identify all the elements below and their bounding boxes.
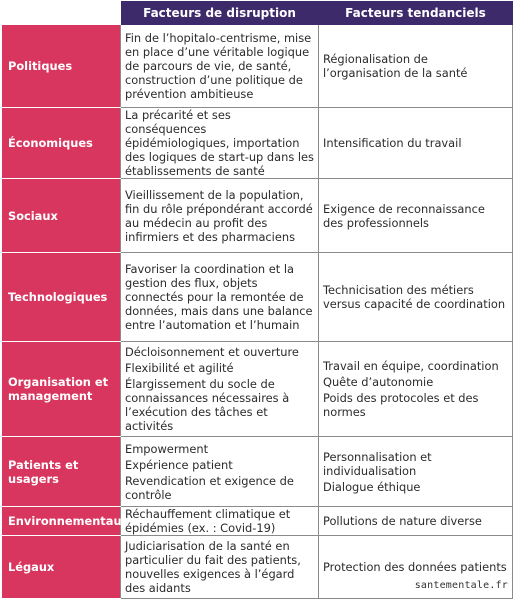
disruption-cell: [121, 25, 319, 108]
disruption-line: Élargissement du socle de connaissances nécessaires à l’exécution des tâches et activités: [125, 377, 290, 433]
disruption-cell: [121, 253, 319, 342]
tendanciels-line: Travail en équipe, coordination: [323, 359, 499, 373]
header-disruption: Facteurs de disruption: [121, 2, 319, 25]
table-header-row: [3, 2, 513, 25]
tendanciels-line: Pollutions de nature diverse: [323, 514, 482, 528]
category-cell: Sociaux: [3, 179, 121, 253]
disruption-cell: [121, 437, 319, 507]
tendanciels-line: Protection des données patients: [323, 560, 507, 574]
category-cell: Environnementaux: [3, 507, 121, 536]
disruption-cell: [121, 108, 319, 179]
tendanciels-line: Dialogue éthique: [323, 479, 421, 494]
disruption-line: Revendication et exigence de contrôle: [125, 473, 294, 502]
table-row: [3, 25, 513, 108]
tendanciels-line: Personnalisation et individualisation: [323, 449, 432, 478]
table-row: [3, 108, 513, 179]
tendanciels-line: Technicisation des métiers versus capacité de coordination: [323, 283, 506, 311]
category-cell: Économiques: [3, 108, 121, 179]
disruption-line: Réchauffement climatique et épidémies (ex. : Covid-19): [125, 507, 291, 535]
disruption-line: Flexibilité et agilité: [125, 361, 234, 375]
tendanciels-line: Poids des protocoles et des normes: [323, 391, 479, 419]
disruption-line: Fin de l’hopitalo-centrisme, mise en place d’une véritable logique de parcours de vie, de santé, construction d’une politique de prévention ambitieuse: [125, 31, 312, 101]
tendanciels-cell: [319, 507, 513, 536]
header-tendanciels: Facteurs tendanciels: [319, 2, 513, 25]
disruption-line: Empowerment: [125, 441, 209, 456]
tendanciels-line: Intensification du travail: [323, 136, 462, 150]
category-cell: Politiques: [3, 25, 121, 108]
disruption-cell: [121, 179, 319, 253]
tendanciels-cell: [319, 108, 513, 179]
tendanciels-cell: [319, 253, 513, 342]
disruption-line: Judiciarisation de la santé en particulier du fait des patients, nouvelles exigences à l’égard des aidants: [125, 539, 301, 595]
table-row: [3, 342, 513, 437]
tendanciels-cell: [319, 342, 513, 437]
disruption-cell: [121, 507, 319, 536]
table-row: [3, 253, 513, 342]
tendanciels-line: Quête d’autonomie: [323, 375, 434, 389]
disruption-line: Expérience patient: [125, 457, 233, 472]
category-cell: Organisation et management: [3, 342, 121, 437]
table-row: [3, 179, 513, 253]
disruption-line: Favoriser la coordination et la gestion des flux, objets connectés pour la remontée de données, mais dans une balance entre l’automation et l’humain: [125, 262, 313, 332]
disruption-line: Décloisonnement et ouverture: [125, 345, 299, 359]
facteurs-table: [2, 1, 513, 599]
table-row: [3, 437, 513, 507]
category-cell: Technologiques: [3, 253, 121, 342]
table-body: [3, 25, 513, 599]
tendanciels-line: Exigence de reconnaissance des professionnels: [323, 201, 485, 230]
tendanciels-line: Régionalisation de l’organisation de la santé: [323, 52, 468, 80]
category-cell: Patients et usagers: [3, 437, 121, 507]
tendanciels-cell: [319, 437, 513, 507]
header-corner: [3, 2, 121, 25]
disruption-line: La précarité et ses conséquences épidémiologiques, importation des logiques de start-up dans les établissements de santé: [125, 108, 314, 178]
disruption-cell: [121, 536, 319, 599]
tendanciels-cell: [319, 25, 513, 108]
disruption-cell: [121, 342, 319, 437]
watermark: santementale.fr: [414, 580, 508, 591]
table-row: [3, 507, 513, 536]
category-cell: Légaux: [3, 536, 121, 599]
tendanciels-cell: [319, 179, 513, 253]
disruption-line: Vieillissement de la population, fin du rôle prépondérant accordé au médecin au profit des infirmiers et des pharmaciens: [125, 187, 313, 244]
